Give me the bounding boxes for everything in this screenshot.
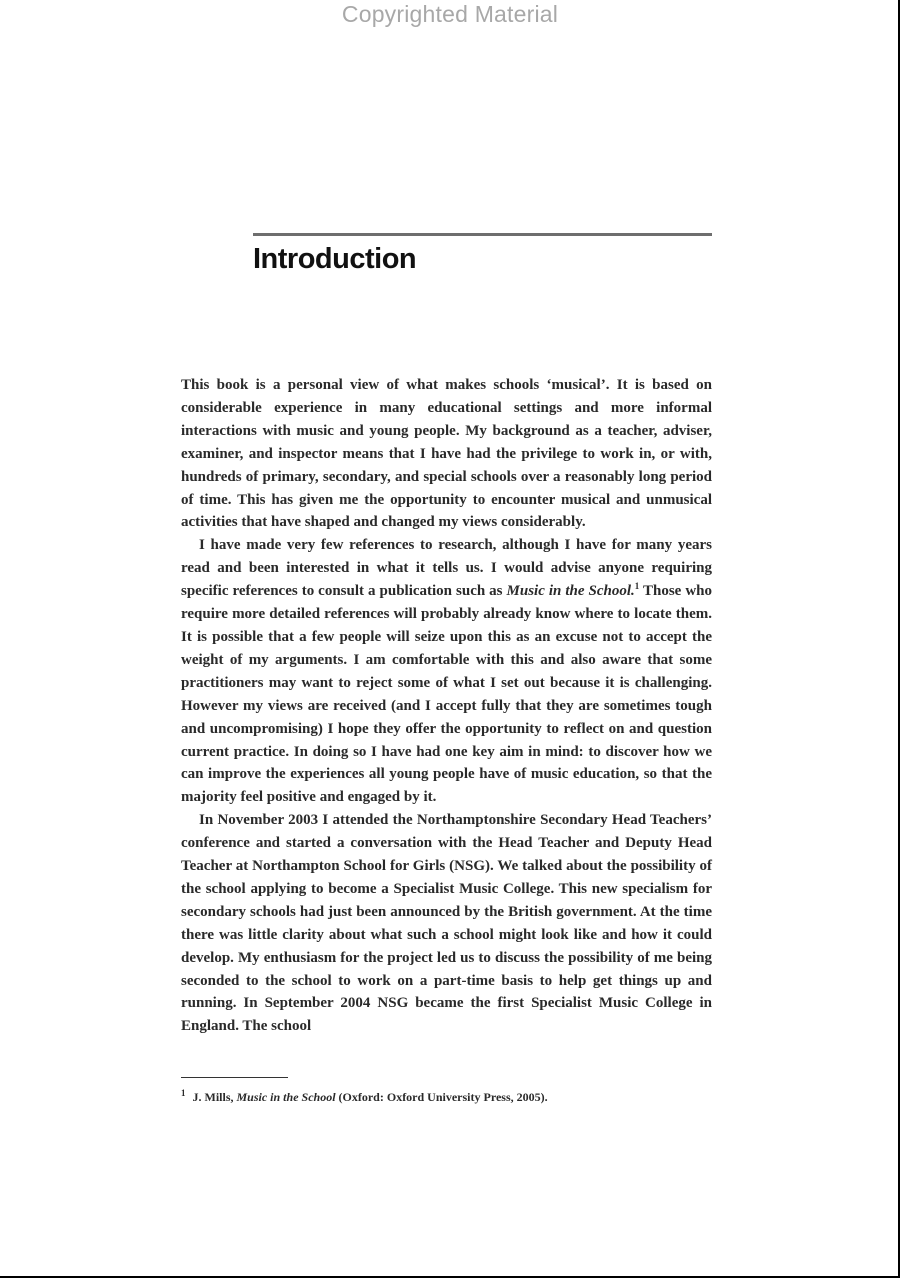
paragraph-1 — [181, 374, 712, 534]
chapter-title-rule — [253, 233, 712, 236]
body-text — [181, 374, 712, 1038]
chapter-title: Introduction — [253, 243, 417, 275]
cited-book-title: Music in the School. — [506, 583, 635, 600]
footnote-publication-info: (Oxford: Oxford University Press, 2005). — [335, 1090, 548, 1104]
paragraph-2 — [181, 534, 712, 809]
paragraph-3-text: In November 2003 I attended the Northamptonshire Secondary Head Teachers’ conference and started a conversation with the Head Teacher and Deputy Head Teacher at Northampton School for Girls (NSG). We talked about the possibility of the school applying to become a Specialist Music College. This new specialism for secondary schools had just been announced by the British government. At the time there was little clarity about what such a school might look like and how it could develop. My enthusiasm for the project led us to discuss the possibility of me being seconded to the school to work on a part-time basis to help get things up and running. In September 2004 NSG became the first Specialist Music College in England. The school — [181, 812, 712, 1035]
footnote-number: 1 — [181, 1088, 186, 1098]
paragraph-1-text: This book is a personal view of what makes schools ‘musical’. It is based on considerable experience in many educational settings and more informal interactions with music and young people. My background as a teacher, adviser, examiner, and inspector means that I have had the privilege to work in, or with, hundreds of primary, secondary, and special schools over a reasonably long period of time. This has given me the opportunity to encounter musical and unmusical activities that have shaped and changed my views considerably. — [181, 377, 712, 531]
footnote-author: J. Mills, — [192, 1090, 237, 1104]
footnote-book-title: Music in the School — [236, 1090, 336, 1104]
copyright-watermark: Copyrighted Material — [341, 1, 559, 27]
footnote — [181, 1085, 712, 1105]
paragraph-2-text-end: Those who require more detailed references will probably already know where to locate them. It is possible that a few people will seize upon this as an excuse not to accept the weight of my arguments. I am comfortable with this and also aware that some practitioners may want to reject some of what I set out because it is challenging. However my views are received (and I accept fully that they are sometimes tough and uncompromising) I hope they offer the opportunity to reflect on and question current practice. In doing so I have had one key aim in mind: to discover how we can improve the experiences all young people have of music education, so that the majority feel positive and engaged by it. — [181, 583, 712, 806]
footnote-separator — [181, 1077, 288, 1078]
footnote-reference[interactable]: 1 — [634, 581, 640, 592]
paragraph-3 — [181, 809, 712, 1038]
paragraph-2-text-start: I have made very few references to research, although I have for many years read and been interested in what it tells us. I would advise anyone requiring specific references to consult a publication such as — [181, 537, 712, 600]
